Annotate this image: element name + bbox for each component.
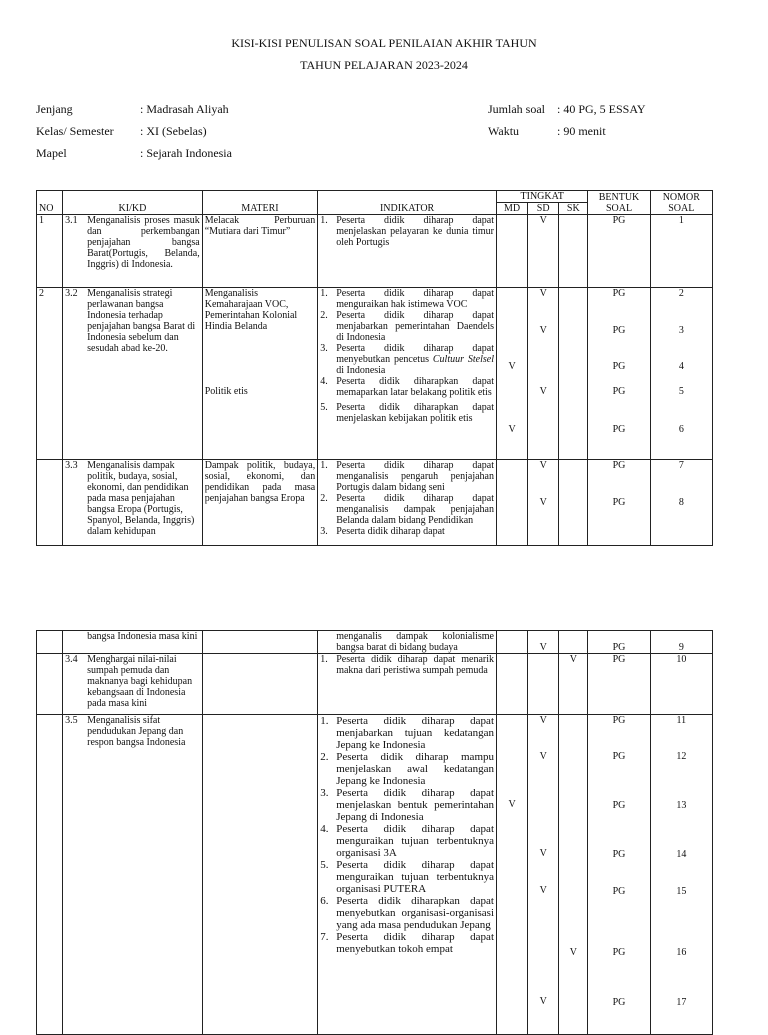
kd-text: Menganalisis proses masuk dan perkembangan penjajahan bangsa Barat(Portugis, Belanda, Inggris) di Indonesia. <box>87 215 200 270</box>
row-number <box>37 715 63 1035</box>
kd-number: 3.4 <box>65 654 78 665</box>
materi-cell: Melacak Perburuan “Mutiara dari Timur” <box>202 215 318 288</box>
indikator-text: Peserta didik diharap dapat menarik makna dari peristiwa sumpah pemuda <box>336 654 494 676</box>
sd-mark: V <box>539 885 547 896</box>
bentuk-soal: PG <box>588 215 650 288</box>
md-cell <box>497 215 528 288</box>
sk-cell <box>559 215 588 288</box>
md-cell <box>497 631 528 654</box>
sd-cell <box>528 288 559 460</box>
mapel-value: : Sejarah Indonesia <box>140 146 232 160</box>
indikator-text: Peserta didik diharap dapat menjelaskan bentuk pemerintahan Jepang di Indonesia <box>336 787 494 823</box>
nomor-soal: 10 <box>650 654 712 715</box>
kisi-table-part1 <box>36 190 713 546</box>
indikator-text: menganalis dampak kolonialisme bangsa barat di bidang budaya <box>336 631 494 653</box>
sk-cell <box>559 460 588 546</box>
kelas-label: Kelas/ Semester <box>36 124 114 138</box>
kd-cell <box>63 460 203 546</box>
indikator-cell: 1. Peserta didik diharap dapat menganalisis pengaruh penjajahan Portugis dalam bidang seni 2. Peserta didik diharap dapat menganalisis dampak penjajahan Belanda dalam bidang Pendidikan 3. Peserta didik diharap dapat <box>318 460 497 546</box>
sd-mark: V <box>539 288 547 299</box>
indikator-text: Peserta didik diharap dapat menguraikan hak istimewa VOC <box>336 288 494 310</box>
bentuk-soal: PG <box>612 715 626 726</box>
bentuk-soal: PG <box>588 654 650 715</box>
kelas-value: : XI (Sebelas) <box>140 124 207 138</box>
kd-text: Menganalisis sifat pendudukan Jepang dan respon bangsa Indonesia <box>87 715 186 748</box>
nomor-soal: 17 <box>676 997 687 1008</box>
sd-cell <box>528 654 559 715</box>
indikator-text: Peserta didik diharapkan dapat menyebutkan organisasi-organisasi yang ada masa pendudukan Jepang <box>336 895 494 931</box>
table-row <box>37 215 713 288</box>
jumlah-soal-value: : 40 PG, 5 ESSAY <box>557 102 646 116</box>
nomor-soal: 6 <box>678 424 684 435</box>
indikator-text: Peserta didik diharap dapat menguraikan tujuan terbentuknya organisasi 3A <box>336 823 494 859</box>
header-md: MD <box>497 203 528 215</box>
sk-cell <box>559 715 588 1035</box>
nomor-cell <box>650 715 712 1035</box>
table-row <box>37 460 713 546</box>
bentuk-soal: PG <box>612 997 626 1008</box>
row-number <box>37 654 63 715</box>
kd-number: 3.1 <box>65 215 78 226</box>
nomor-soal: 5 <box>678 386 684 397</box>
kd-number: 3.5 <box>65 715 78 726</box>
header-sd: SD <box>528 203 559 215</box>
nomor-soal: 11 <box>676 715 687 726</box>
sd-mark: V <box>539 848 547 859</box>
bentuk-soal: PG <box>612 361 626 372</box>
row-number: 2 <box>37 288 63 460</box>
row-number <box>37 460 63 546</box>
kd-number: 3.3 <box>65 460 78 471</box>
sd-mark: V <box>528 631 559 654</box>
indikator-cell: 1. Peserta didik diharap dapat menjelaskan pelayaran ke dunia timur oleh Portugis <box>318 215 497 288</box>
sd-mark: V <box>539 497 547 508</box>
sd-mark: V <box>539 751 547 762</box>
materi-text: Politik etis <box>204 386 248 397</box>
bentuk-soal: PG <box>612 849 626 860</box>
indikator-text: Peserta didik diharap dapat menjabarkan tujuan kedatangan Jepang ke Indonesia <box>336 715 494 751</box>
header-no: NO <box>37 191 63 215</box>
waktu-value: : 90 menit <box>557 124 606 138</box>
kd-text: bangsa Indonesia masa kini <box>87 631 198 642</box>
sd-mark: V <box>539 325 547 336</box>
kd-cell <box>63 654 203 715</box>
sd-mark: V <box>539 460 547 471</box>
sd-mark: V <box>539 996 547 1007</box>
row-number: 1 <box>37 215 63 288</box>
header-tingkat: TINGKAT <box>497 191 588 203</box>
bentuk-cell <box>588 460 650 546</box>
nomor-soal: 14 <box>676 849 687 860</box>
sd-mark: V <box>539 715 547 726</box>
kd-cell <box>63 715 203 1035</box>
table-row <box>37 288 713 460</box>
indikator-cell: 1. Peserta didik diharap dapat menjabarkan tujuan kedatangan Jepang ke Indonesia 2. Peserta didik diharap mampu menjelaskan awal kedatangan Jepang ke Indonesia 3. Peserta didik diharap dapat menjelaskan bentuk pemerintahan Jepang di Indonesia 4. Peserta didik diharap dapat menguraikan tujuan terbentuknya organisasi 3A 5. Peserta didik diharap dapat menguraikan tujuan terbentuknya organisasi PUTERA 6. Peserta didik diharapkan dapat menyebutkan organisasi-organisasi yang ada masa pendudukan Jepang 7. Peserta didik diharap dapat menyebutkan tokoh empat <box>318 715 497 1035</box>
sk-mark: V <box>569 947 577 958</box>
table-row <box>37 654 713 715</box>
materi-text: Menganalisis Kemaharajaan VOC, Pemerintahan Kolonial Hindia Belanda <box>204 288 298 332</box>
indikator-text: Peserta didik diharap dapat menganalisis dampak penjajahan Belanda dalam bidang Pendidikan <box>336 493 494 526</box>
header-bentuk-soal: BENTUK SOAL <box>588 191 650 215</box>
sk-cell <box>559 288 588 460</box>
md-mark: V <box>508 799 516 810</box>
indikator-text: Peserta didik diharap dapat <box>336 526 445 537</box>
indikator-cell <box>318 631 497 654</box>
nomor-soal: 1 <box>650 215 712 288</box>
nomor-soal: 9 <box>650 631 712 654</box>
kisi-table-part2 <box>36 630 713 1035</box>
indikator-cell: 1. Peserta didik diharap dapat menguraikan hak istimewa VOC 2. Peserta didik diharap dapat menjabarkan pemerintahan Daendels di Indonesia 3. Peserta didik diharap dapat menyebutkan pencetus Cultuur Stelsel di Indonesia 4. Peserta didik diharapkan dapat memaparkan latar belakang politik etis 5. Peserta didik diharapkan dapat menjelaskan kebijakan politik etis <box>318 288 497 460</box>
header-materi: MATERI <box>202 191 318 215</box>
indikator-text: Peserta didik diharapkan dapat memaparkan latar belakang politik etis <box>336 376 494 398</box>
bentuk-soal: PG <box>612 460 626 471</box>
md-cell <box>497 715 528 1035</box>
nomor-soal: 4 <box>678 361 684 372</box>
jumlah-soal-label: Jumlah soal <box>488 102 545 116</box>
materi-cell <box>202 288 318 460</box>
nomor-cell <box>650 288 712 460</box>
table-row <box>37 715 713 1035</box>
header-nomor-soal: NOMOR SOAL <box>650 191 712 215</box>
sk-mark: V <box>559 654 588 715</box>
table-row <box>37 631 713 654</box>
jenjang-value: : Madrasah Aliyah <box>140 102 229 116</box>
bentuk-soal: PG <box>612 424 626 435</box>
kd-cell <box>63 288 203 460</box>
kd-cell <box>63 215 203 288</box>
bentuk-cell <box>588 715 650 1035</box>
materi-cell: Dampak politik, budaya, sosial, ekonomi, dan pendidikan pada masa penjajahan bangsa Eropa <box>202 460 318 546</box>
bentuk-soal: PG <box>612 386 626 397</box>
header-kikd: KI/KD <box>63 191 203 215</box>
bentuk-soal: PG <box>612 288 626 299</box>
bentuk-soal: PG <box>612 800 626 811</box>
sd-cell <box>528 715 559 1035</box>
indikator-text: Peserta didik diharap dapat menyebutkan tokoh empat <box>336 931 494 955</box>
sd-mark: V <box>528 215 559 288</box>
indikator-text: Peserta didik diharap dapat menyebutkan pencetus Cultuur Stelsel di Indonesia <box>336 343 494 376</box>
nomor-soal: 16 <box>676 947 687 958</box>
indikator-text: Peserta didik diharap dapat menganalisis pengaruh penjajahan Portugis dalam bidang seni <box>336 460 494 493</box>
nomor-cell <box>650 460 712 546</box>
indikator-text: Peserta didik diharap mampu menjelaskan awal kedatangan Jepang ke Indonesia <box>336 751 494 787</box>
md-cell <box>497 460 528 546</box>
nomor-soal: 8 <box>678 497 684 508</box>
nomor-soal: 12 <box>676 751 687 762</box>
indikator-text: Peserta didik diharap dapat menguraikan tujuan terbentuknya organisasi PUTERA <box>336 859 494 895</box>
nomor-soal: 7 <box>678 460 684 471</box>
kd-number: 3.2 <box>65 288 78 299</box>
nomor-soal: 13 <box>676 800 687 811</box>
sk-cell <box>559 631 588 654</box>
header-indikator: INDIKATOR <box>318 191 497 215</box>
mapel-label: Mapel <box>36 146 67 160</box>
md-cell <box>497 654 528 715</box>
md-mark: V <box>508 361 516 372</box>
sd-cell <box>528 460 559 546</box>
waktu-label: Waktu <box>488 124 520 138</box>
kd-text: Menganalisis strategi perlawanan bangsa Indonesia terhadap penjajahan bangsa Barat di Indonesia sebelum dan sesudah abad ke-20. <box>87 288 196 354</box>
bentuk-soal: PG <box>612 947 626 958</box>
nomor-soal: 15 <box>676 886 687 897</box>
bentuk-soal: PG <box>612 751 626 762</box>
bentuk-soal: PG <box>612 497 626 508</box>
materi-cell <box>202 631 318 654</box>
bentuk-soal: PG <box>612 886 626 897</box>
indikator-text: Peserta didik diharap dapat menjelaskan pelayaran ke dunia timur oleh Portugis <box>336 215 494 248</box>
kd-text: Menghargai nilai-nilai sumpah pemuda dan maknanya bagi kehidupan kebangsaan di Indonesia pada masa kini <box>87 654 193 709</box>
nomor-soal: 2 <box>678 288 684 299</box>
indikator-text: Peserta didik diharap dapat menjabarkan pemerintahan Daendels di Indonesia <box>336 310 494 343</box>
md-mark: V <box>508 424 516 435</box>
jenjang-label: Jenjang <box>36 102 73 116</box>
md-cell <box>497 288 528 460</box>
row-number <box>37 631 63 654</box>
nomor-soal: 3 <box>678 325 684 336</box>
bentuk-cell <box>588 288 650 460</box>
sd-mark: V <box>539 386 547 397</box>
indikator-text: Peserta didik diharapkan dapat menjelaskan kebijakan politik etis <box>336 402 494 424</box>
document-title: KISI-KISI PENULISAN SOAL PENILAIAN AKHIR TAHUN <box>231 36 537 50</box>
header-sk: SK <box>559 203 588 215</box>
kd-cell <box>63 631 203 654</box>
indikator-cell: 1. Peserta didik diharap dapat menarik makna dari peristiwa sumpah pemuda <box>318 654 497 715</box>
materi-cell <box>202 654 318 715</box>
document-subtitle: TAHUN PELAJARAN 2023-2024 <box>300 58 468 72</box>
bentuk-soal: PG <box>612 325 626 336</box>
bentuk-soal: PG <box>588 631 650 654</box>
materi-cell <box>202 715 318 1035</box>
kd-text: Menganalisis dampak politik, budaya, sosial, ekonomi, dan pendidikan pada masa penjajahan bangsa Eropa (Portugis, Spanyol, Belanda, Inggris) dalam kehidupan <box>87 460 195 537</box>
